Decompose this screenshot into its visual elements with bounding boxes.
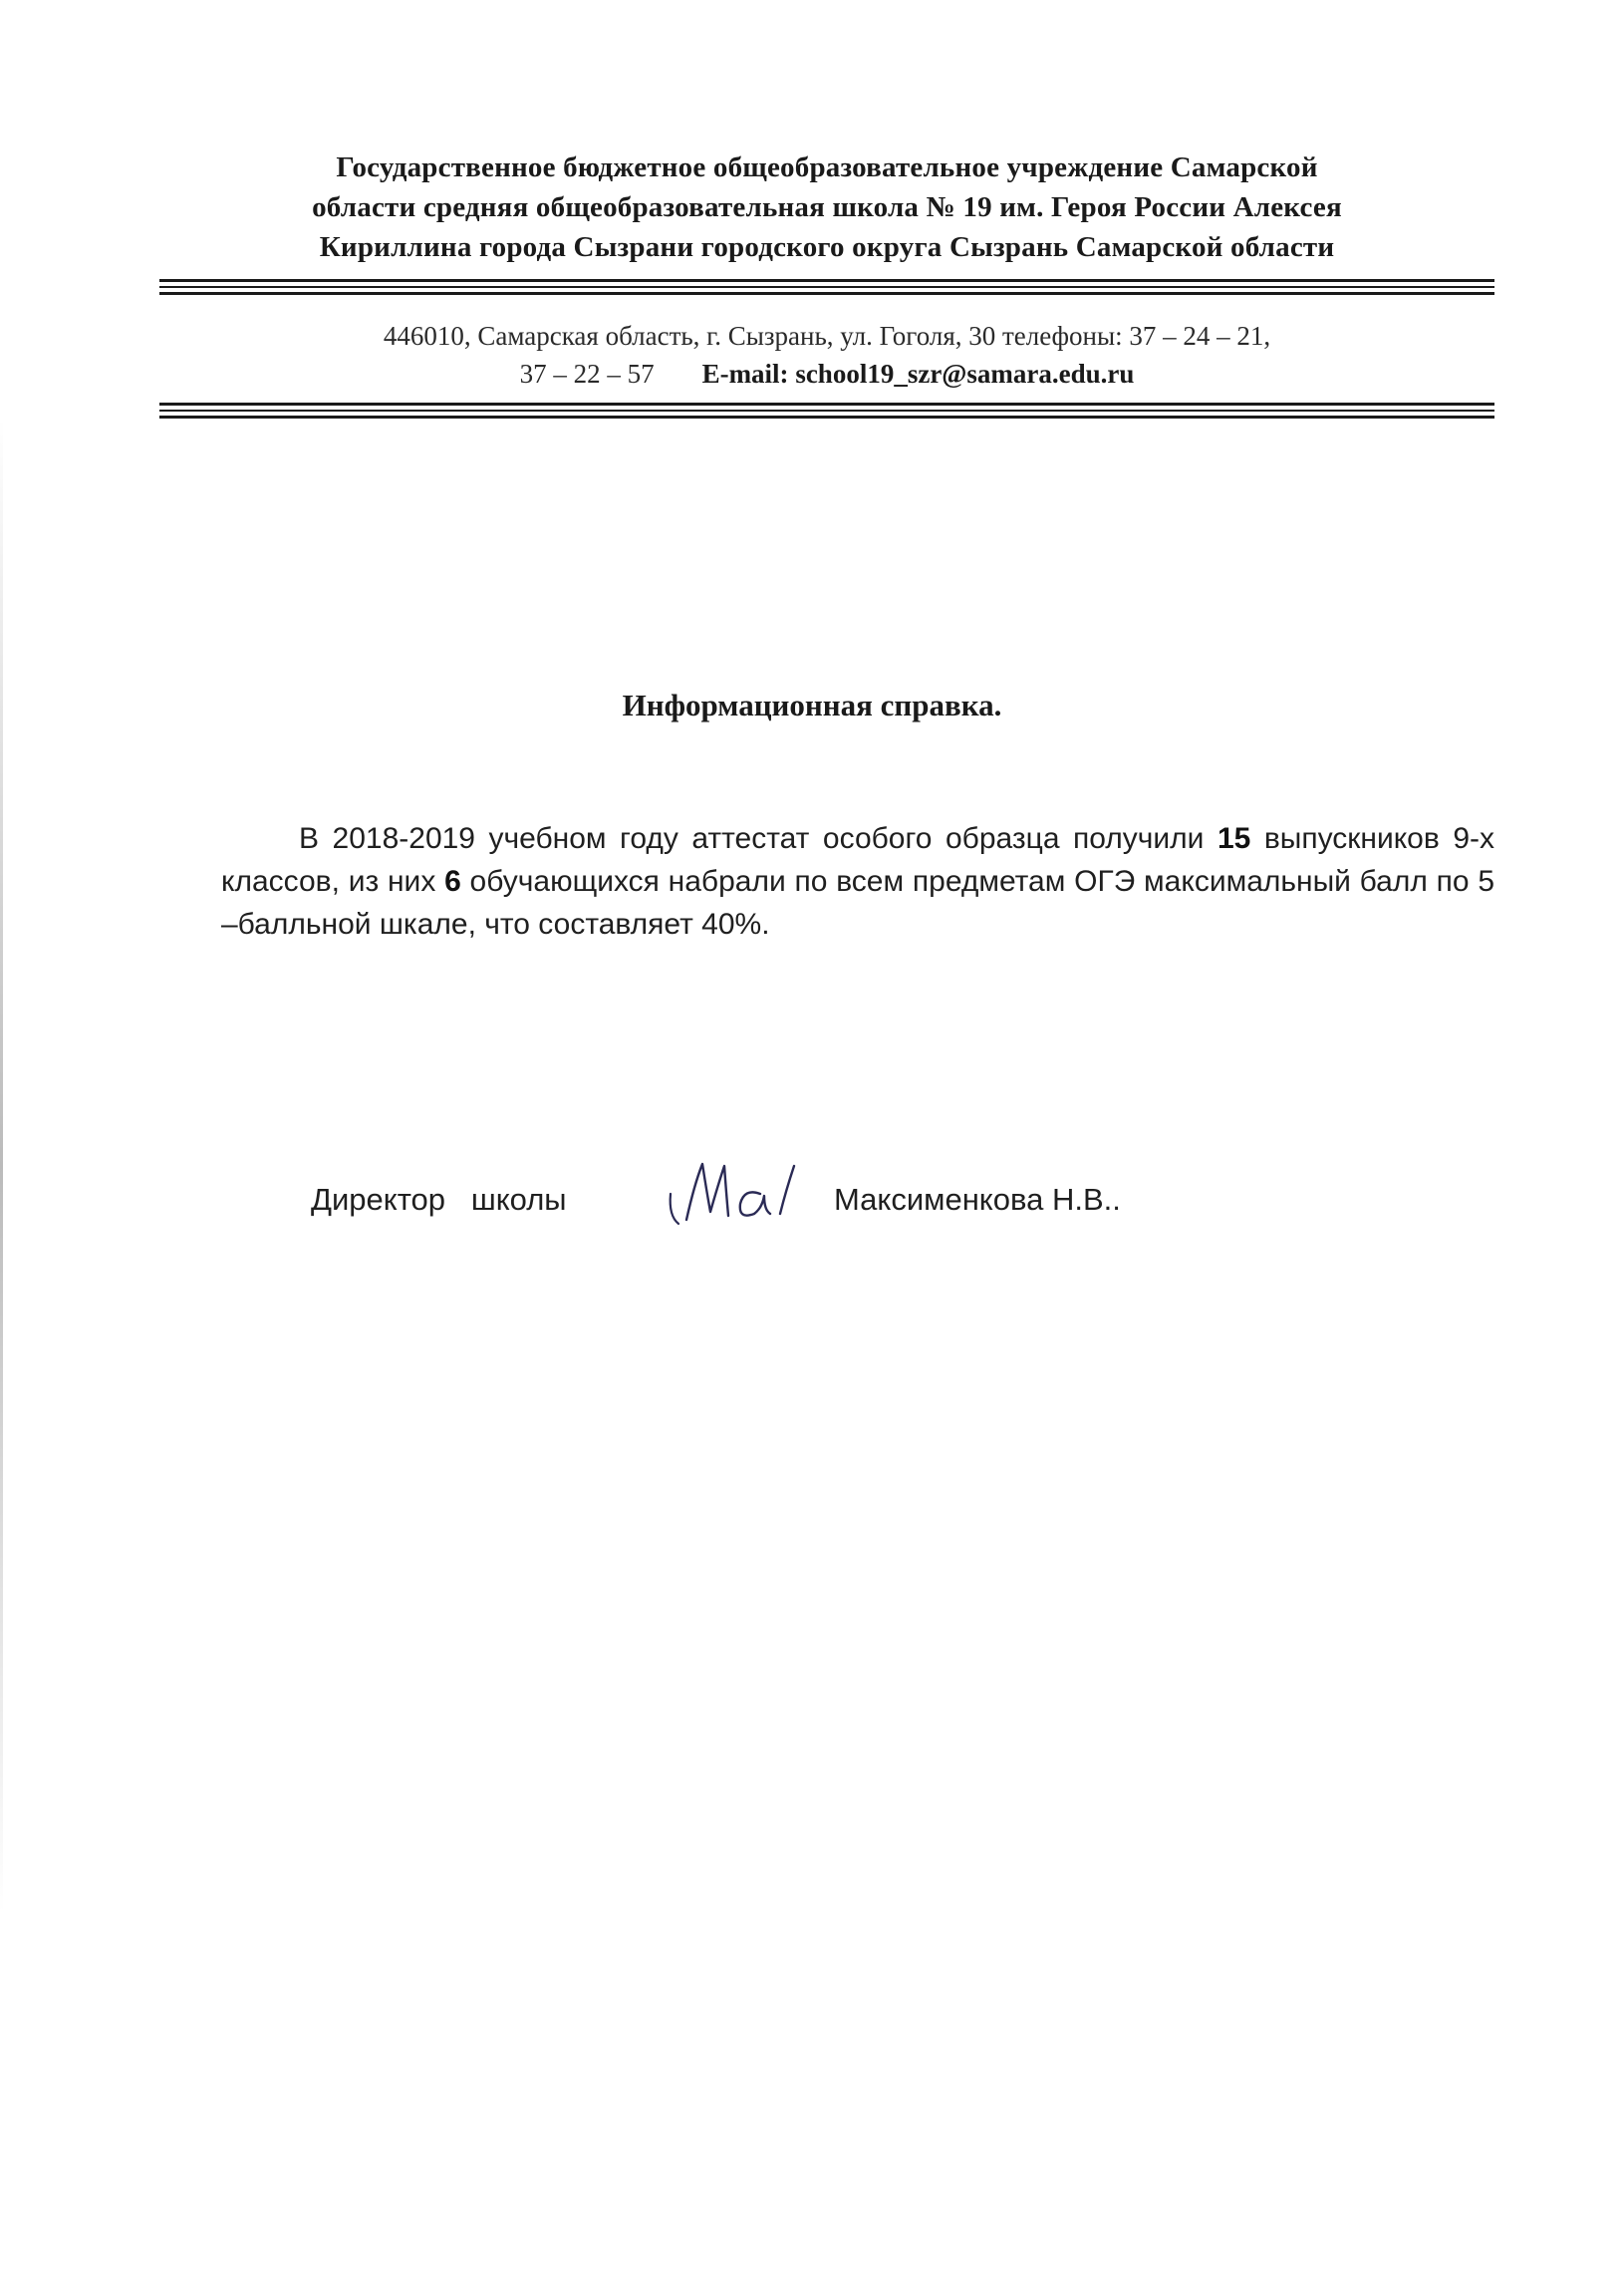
graduates-count: 15: [1217, 822, 1251, 855]
header-divider-top: [159, 279, 1494, 295]
divider-line: [159, 403, 1494, 406]
signatory-name: Максименкова Н.В..: [834, 1182, 1121, 1217]
divider-line: [159, 286, 1494, 288]
signature-block: [311, 1154, 1407, 1244]
address-line: 446010, Самарская область, г. Сызрань, ул. Гоголя, 30 телефоны: 37 – 24 – 21,: [383, 321, 1271, 351]
org-name-line-3: Кириллина города Сызрани городского округа Сызрань Самарской области: [319, 231, 1335, 263]
divider-line: [159, 292, 1494, 295]
top-students-count: 6: [444, 865, 461, 898]
phone-email-line: [159, 355, 1494, 393]
divider-line: [159, 279, 1494, 282]
header-divider-bottom: [159, 403, 1494, 419]
letterhead: [159, 147, 1494, 423]
paragraph-text-3: обучающихся набрали по всем предметам ОГЭ максимальный балл по 5 –балльной шкале, что составляет 40%.: [221, 865, 1495, 941]
paragraph-text-1: В 2018-2019 учебном году аттестат особого образца получили: [299, 822, 1218, 855]
org-name-line-2: области средняя общеобразовательная школа № 19 им. Героя России Алексея: [312, 191, 1342, 223]
handwritten-signature: [665, 1154, 804, 1234]
paragraph-text-2: выпускников 9-х классов, из них: [221, 822, 1494, 898]
divider-line: [159, 410, 1494, 412]
scan-page-edge: [0, 419, 3, 1913]
document-title: Информационная справка.: [622, 688, 1002, 722]
body-paragraph: [221, 817, 1494, 946]
email-address: school19_szr@samara.edu.ru: [795, 359, 1135, 389]
phone-number: 37 – 22 – 57: [519, 359, 655, 389]
organization-name: [159, 147, 1494, 267]
divider-line: [159, 416, 1494, 419]
signatory-role: Директор школы: [311, 1182, 567, 1217]
email-label: E-mail:: [701, 359, 789, 389]
contact-info: [159, 317, 1494, 393]
org-name-line-1: Государственное бюджетное общеобразовательное учреждение Самарской: [336, 151, 1318, 183]
